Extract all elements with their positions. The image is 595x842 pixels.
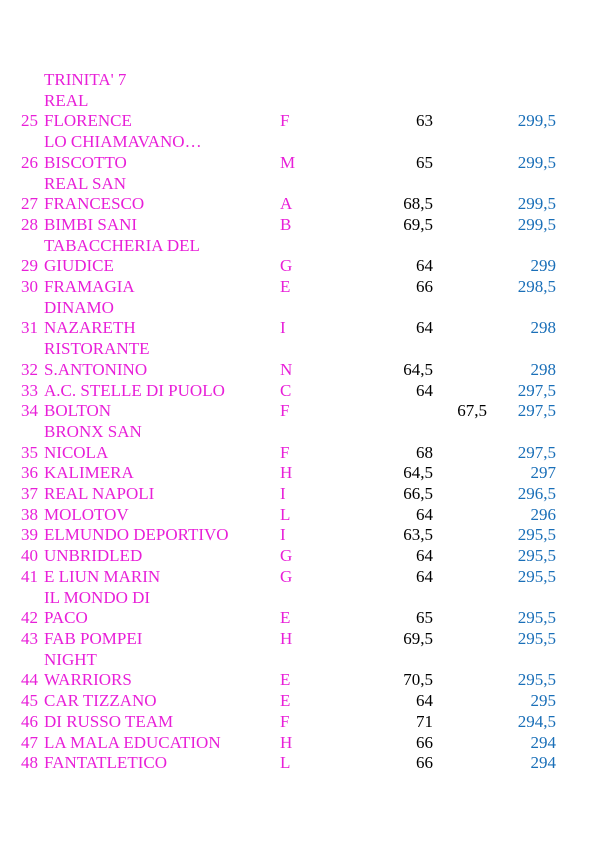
team-name [44, 381, 274, 402]
team-name [44, 753, 274, 774]
table-row [0, 174, 595, 215]
score-cell: 64 [416, 504, 433, 524]
team-name-line: KALIMERA [44, 463, 134, 483]
total-cell: 295,5 [517, 670, 556, 690]
team-name [44, 629, 274, 650]
score-cell: 63 [416, 111, 433, 131]
total-cell: 299,5 [517, 194, 556, 214]
score-cell: 68,5 [403, 194, 433, 214]
score-cell: 64 [416, 546, 433, 566]
group-cell: F [280, 442, 290, 462]
score-cell: 65 [416, 608, 433, 628]
score-cell: 64 [416, 380, 433, 400]
score-cell: 68 [416, 442, 433, 462]
team-name-line: FANTATLETICO [44, 753, 167, 773]
team-name-line: RISTORANTE [44, 339, 150, 359]
group-cell: F [280, 711, 290, 731]
rank-cell: 44 [21, 670, 38, 690]
team-name-line: DI RUSSO TEAM [44, 711, 174, 731]
table-row [0, 525, 595, 546]
rank-cell: 41 [21, 566, 38, 586]
group-cell: E [280, 608, 291, 628]
team-name-line: NIGHT [44, 649, 97, 669]
table-row [0, 733, 595, 754]
total-cell: 299,5 [517, 152, 556, 172]
rank-cell: 45 [21, 691, 38, 711]
team-name [44, 567, 274, 588]
group-cell: B [280, 214, 292, 234]
team-name-line: MOLOTOV [44, 504, 129, 524]
table-row [0, 484, 595, 505]
score-cell: 64 [416, 691, 433, 711]
score-cell: 65 [416, 152, 433, 172]
team-name-line: DINAMO [44, 297, 114, 317]
team-name [44, 712, 274, 733]
rank-cell: 25 [21, 111, 38, 131]
group-cell: G [280, 546, 293, 566]
rank-cell: 33 [21, 380, 38, 400]
rank-cell: 27 [21, 194, 38, 214]
team-name-line: S.ANTONINO [44, 359, 148, 379]
team-name-line: LO CHIAMAVANO… [44, 132, 202, 152]
team-name-line: TRINITA' 7 [44, 70, 127, 89]
rank-cell: 28 [21, 214, 38, 234]
rank-cell: 32 [21, 359, 38, 379]
total-cell: 297,5 [517, 401, 556, 421]
total-cell: 297,5 [517, 442, 556, 462]
team-name [44, 733, 274, 754]
table-row [0, 712, 595, 733]
total-cell: 295,5 [517, 566, 556, 586]
rank-cell: 30 [21, 277, 38, 297]
team-name [44, 236, 274, 277]
team-name-line: NICOLA [44, 442, 109, 462]
rank-cell: 47 [21, 732, 38, 752]
team-name-line: GIUDICE [44, 256, 114, 276]
total-cell: 298 [530, 318, 556, 338]
table-row [0, 422, 595, 463]
team-name [44, 132, 274, 173]
group-cell: G [280, 256, 293, 276]
table-row [0, 277, 595, 298]
table-row [0, 236, 595, 277]
team-name [44, 401, 274, 422]
group-cell: M [280, 152, 296, 172]
group-cell: E [280, 277, 291, 297]
team-name-line: CAR TIZZANO [44, 691, 157, 711]
table-row [0, 215, 595, 236]
team-name [44, 70, 274, 132]
table-row [0, 401, 595, 422]
total-cell: 299 [530, 256, 556, 276]
total-cell: 295,5 [517, 608, 556, 628]
score-cell: 71 [416, 711, 433, 731]
group-cell: L [280, 504, 291, 524]
table-row [0, 629, 595, 650]
rank-cell: 39 [21, 525, 38, 545]
team-name-line: TABACCHERIA DEL [44, 235, 200, 255]
table-row [0, 381, 595, 402]
total-cell: 296 [530, 504, 556, 524]
table-row [0, 567, 595, 588]
team-name [44, 525, 274, 546]
table-row [0, 70, 595, 132]
score-cell: 64 [416, 566, 433, 586]
table-row [0, 505, 595, 526]
total-cell: 294,5 [517, 711, 556, 731]
total-cell: 297,5 [517, 380, 556, 400]
table-row [0, 298, 595, 339]
team-name [44, 650, 274, 691]
team-name [44, 215, 274, 236]
total-cell: 295,5 [517, 525, 556, 545]
team-name-line: UNBRIDLED [44, 546, 143, 566]
team-name-line: REAL NAPOLI [44, 484, 155, 504]
rank-cell: 38 [21, 504, 38, 524]
team-name [44, 339, 274, 380]
team-name-line: FLORENCE [44, 111, 132, 131]
rank-cell: 40 [21, 546, 38, 566]
group-cell: H [280, 628, 293, 648]
team-name-line: LA MALA EDUCATION [44, 732, 221, 752]
group-cell: H [280, 463, 293, 483]
team-name [44, 422, 274, 463]
standings-table [0, 70, 595, 774]
score-cell: 64 [416, 256, 433, 276]
group-cell: N [280, 359, 293, 379]
team-name-line: ELMUNDO DEPORTIVO [44, 525, 229, 545]
group-cell: F [280, 111, 290, 131]
team-name-line: FRAMAGIA [44, 277, 135, 297]
score-cell: 64,5 [403, 359, 433, 379]
team-name-line: BISCOTTO [44, 152, 127, 172]
table-row [0, 691, 595, 712]
group-cell: L [280, 753, 291, 773]
table-row [0, 753, 595, 774]
team-name [44, 277, 274, 298]
team-name [44, 691, 274, 712]
team-name-line: A.C. STELLE DI PUOLO [44, 380, 225, 400]
team-name-line: WARRIORS [44, 670, 132, 690]
rank-cell: 31 [21, 318, 38, 338]
group-cell: E [280, 691, 291, 711]
total-cell: 297 [530, 463, 556, 483]
rank-cell: 42 [21, 608, 38, 628]
total-cell: 295 [530, 691, 556, 711]
team-name-line: IL MONDO DI [44, 587, 151, 607]
score-cell: 70,5 [403, 670, 433, 690]
table-row [0, 588, 595, 629]
table-row [0, 463, 595, 484]
group-cell: A [280, 194, 293, 214]
rank-cell: 46 [21, 711, 38, 731]
rank-cell: 37 [21, 484, 38, 504]
score-cell: 63,5 [403, 525, 433, 545]
table-row [0, 650, 595, 691]
total-cell: 294 [530, 753, 556, 773]
rank-cell: 35 [21, 442, 38, 462]
rank-cell: 48 [21, 753, 38, 773]
group-cell: I [280, 318, 286, 338]
table-row [0, 339, 595, 380]
score-cell: 64,5 [403, 463, 433, 483]
rank-cell: 29 [21, 256, 38, 276]
team-name-line: PACO [44, 608, 88, 628]
team-name [44, 463, 274, 484]
team-name-line: BOLTON [44, 401, 112, 421]
total-cell: 298,5 [517, 277, 556, 297]
score-cell: 66 [416, 753, 433, 773]
team-name-line: FAB POMPEI [44, 628, 143, 648]
team-name-line: NAZARETH [44, 318, 136, 338]
team-name-line: REAL [44, 90, 89, 110]
rank-cell: 43 [21, 628, 38, 648]
team-name [44, 484, 274, 505]
total-cell: 299,5 [517, 214, 556, 234]
rank-cell: 34 [21, 401, 38, 421]
score-cell: 66 [416, 277, 433, 297]
group-cell: E [280, 670, 291, 690]
team-name [44, 298, 274, 339]
team-name-line: E LIUN MARIN [44, 566, 161, 586]
table-row [0, 546, 595, 567]
total-cell: 298 [530, 359, 556, 379]
total-cell: 295,5 [517, 546, 556, 566]
rank-cell: 26 [21, 152, 38, 172]
group-cell: G [280, 566, 293, 586]
team-name [44, 588, 274, 629]
team-name [44, 174, 274, 215]
rank-cell: 36 [21, 463, 38, 483]
score-cell: 64 [416, 318, 433, 338]
team-name-line: FRANCESCO [44, 194, 145, 214]
table-row [0, 132, 595, 173]
score-cell: 66 [416, 732, 433, 752]
group-cell: F [280, 401, 290, 421]
total-cell: 299,5 [517, 111, 556, 131]
group-cell: H [280, 732, 293, 752]
group-cell: C [280, 380, 292, 400]
team-name-line: BIMBI SANI [44, 214, 138, 234]
total-cell: 296,5 [517, 484, 556, 504]
total-cell: 294 [530, 732, 556, 752]
team-name [44, 505, 274, 526]
team-name-line: BRONX SAN [44, 421, 142, 441]
score-cell: 69,5 [403, 214, 433, 234]
team-name-line: REAL SAN [44, 173, 127, 193]
team-name [44, 546, 274, 567]
score-cell: 69,5 [403, 628, 433, 648]
extra-score-cell: 67,5 [457, 401, 487, 421]
group-cell: I [280, 525, 286, 545]
group-cell: I [280, 484, 286, 504]
score-cell: 66,5 [403, 484, 433, 504]
total-cell: 295,5 [517, 628, 556, 648]
